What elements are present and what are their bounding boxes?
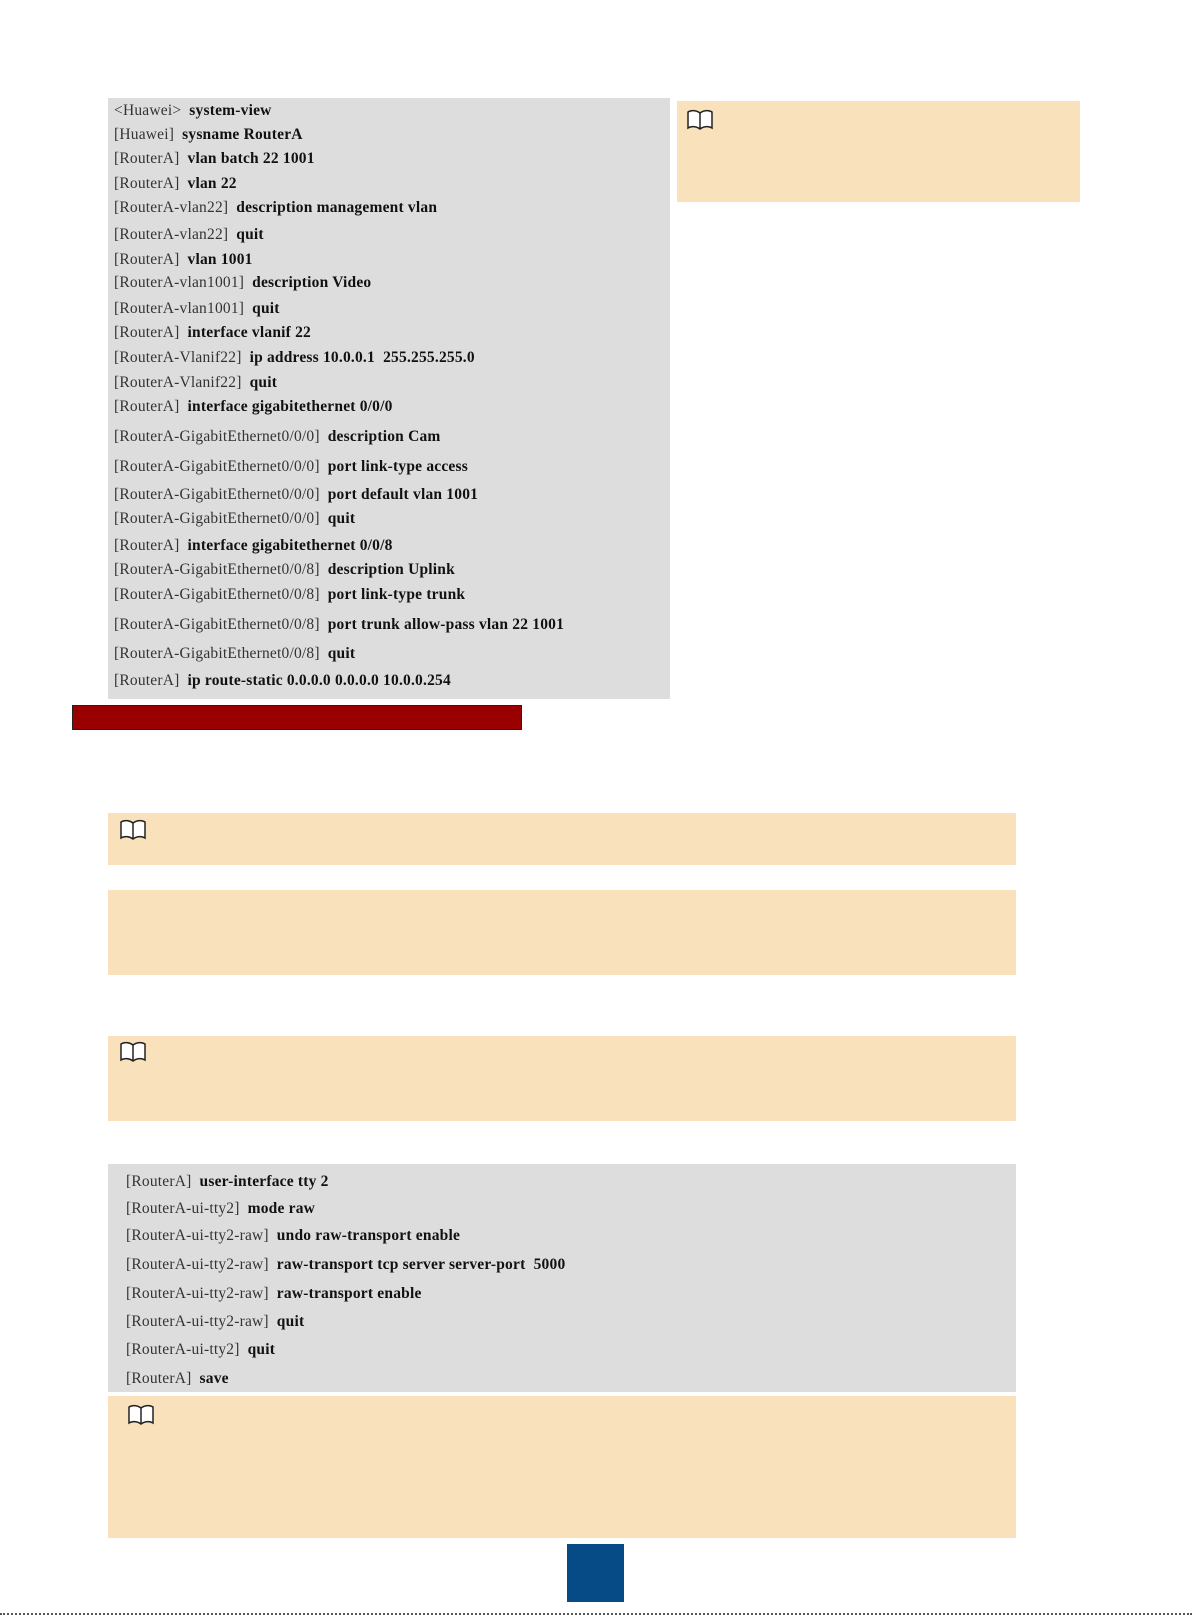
code-line xyxy=(114,103,272,119)
code-line xyxy=(126,1174,329,1190)
code-command: ip route-static 0.0.0.0 0.0.0.0 10.0.0.254 xyxy=(187,672,451,689)
code-prompt: [RouterA-GigabitEthernet0/0/0] xyxy=(114,486,320,503)
code-command: port default vlan 1001 xyxy=(327,486,479,503)
code-line xyxy=(114,511,355,527)
code-prompt: [RouterA-ui-tty2-raw] xyxy=(126,1285,269,1302)
code-line xyxy=(126,1286,422,1302)
code-prompt: [RouterA-GigabitEthernet0/0/8] xyxy=(114,586,320,603)
code-line xyxy=(114,646,355,662)
code-line xyxy=(126,1371,229,1387)
code-prompt: [RouterA-Vlanif22] xyxy=(114,374,242,391)
code-line xyxy=(114,617,564,633)
code-prompt: [RouterA-vlan22] xyxy=(114,199,229,216)
code-prompt: [RouterA-ui-tty2-raw] xyxy=(126,1313,269,1330)
note-box xyxy=(108,1396,1016,1538)
code-command: undo raw-transport enable xyxy=(276,1227,461,1244)
code-prompt: [RouterA-ui-tty2-raw] xyxy=(126,1256,269,1273)
note-box xyxy=(108,890,1016,975)
code-prompt: [RouterA-vlan22] xyxy=(114,226,229,243)
code-command: mode raw xyxy=(247,1200,316,1217)
code-prompt: [RouterA] xyxy=(114,251,180,268)
code-line xyxy=(114,127,303,143)
code-line xyxy=(126,1228,460,1244)
code-command: interface gigabitethernet 0/0/0 xyxy=(187,398,393,415)
code-line xyxy=(114,429,441,445)
book-icon xyxy=(120,1041,146,1063)
code-prompt: [RouterA-GigabitEthernet0/0/8] xyxy=(114,616,320,633)
code-prompt: [RouterA-GigabitEthernet0/0/0] xyxy=(114,458,320,475)
note-box xyxy=(677,101,1080,202)
page-number-box xyxy=(567,1544,624,1602)
code-command: quit xyxy=(276,1313,305,1330)
code-command: quit xyxy=(249,374,278,391)
code-prompt: [RouterA] xyxy=(126,1370,192,1387)
code-command: vlan 1001 xyxy=(187,251,253,268)
code-line xyxy=(114,227,264,243)
code-line xyxy=(114,176,237,192)
code-line xyxy=(114,200,437,216)
code-command: ip address 10.0.0.1 255.255.255.0 xyxy=(249,349,475,366)
code-line xyxy=(126,1342,275,1358)
note-box xyxy=(108,813,1016,865)
code-command: description Cam xyxy=(327,428,441,445)
code-command: description Video xyxy=(252,274,372,291)
code-command: system-view xyxy=(189,102,272,119)
code-command: quit xyxy=(327,645,356,662)
code-prompt: [RouterA-vlan1001] xyxy=(114,300,245,317)
code-command: quit xyxy=(247,1341,276,1358)
code-line xyxy=(114,399,393,415)
code-line xyxy=(114,350,475,366)
code-command: user-interface tty 2 xyxy=(199,1173,329,1190)
code-line xyxy=(126,1314,304,1330)
code-prompt: [RouterA-ui-tty2] xyxy=(126,1341,240,1358)
code-line xyxy=(126,1257,565,1273)
code-line xyxy=(114,252,253,268)
code-command: description management vlan xyxy=(236,199,438,216)
code-command: quit xyxy=(236,226,264,243)
code-prompt: [RouterA-GigabitEthernet0/0/0] xyxy=(114,510,320,527)
code-line xyxy=(114,538,393,554)
code-prompt: [RouterA] xyxy=(114,150,180,167)
code-block-2 xyxy=(108,1164,1016,1392)
code-prompt: [RouterA-GigabitEthernet0/0/8] xyxy=(114,561,320,578)
book-icon xyxy=(120,819,146,841)
code-line xyxy=(114,673,451,689)
code-block-1 xyxy=(108,98,670,699)
code-prompt: [RouterA] xyxy=(114,324,180,341)
section-heading-bar xyxy=(72,705,522,730)
code-prompt: [RouterA-Vlanif22] xyxy=(114,349,242,366)
code-line xyxy=(114,151,315,167)
code-command: vlan 22 xyxy=(187,175,237,192)
code-command: raw-transport tcp server server-port 5000 xyxy=(276,1256,566,1273)
code-line xyxy=(114,487,478,503)
code-command: port link-type trunk xyxy=(327,586,466,603)
note-box xyxy=(108,1036,1016,1121)
code-prompt: [RouterA-GigabitEthernet0/0/0] xyxy=(114,428,320,445)
code-line xyxy=(114,275,371,291)
code-prompt: [RouterA] xyxy=(126,1173,192,1190)
code-prompt: [RouterA] xyxy=(114,398,180,415)
code-line xyxy=(114,325,311,341)
code-prompt: [RouterA] xyxy=(114,672,180,689)
code-prompt: [RouterA-ui-tty2] xyxy=(126,1200,240,1217)
code-command: interface vlanif 22 xyxy=(187,324,311,341)
code-line xyxy=(114,587,465,603)
code-prompt: [RouterA-vlan1001] xyxy=(114,274,245,291)
code-line xyxy=(114,459,468,475)
code-prompt: [RouterA-ui-tty2-raw] xyxy=(126,1227,269,1244)
book-icon xyxy=(128,1404,154,1426)
code-command: port link-type access xyxy=(327,458,468,475)
code-command: save xyxy=(199,1370,229,1387)
code-prompt: [RouterA-GigabitEthernet0/0/8] xyxy=(114,645,320,662)
code-line xyxy=(114,301,280,317)
code-line xyxy=(114,562,455,578)
code-command: interface gigabitethernet 0/0/8 xyxy=(187,537,393,554)
code-command: sysname RouterA xyxy=(182,126,303,143)
code-prompt: <Huawei> xyxy=(114,102,182,119)
code-command: quit xyxy=(327,510,356,527)
code-prompt: [RouterA] xyxy=(114,175,180,192)
code-prompt: [RouterA] xyxy=(114,537,180,554)
code-command: description Uplink xyxy=(327,561,455,578)
footer-divider xyxy=(0,1613,1192,1615)
code-command: raw-transport enable xyxy=(276,1285,422,1302)
code-command: port trunk allow-pass vlan 22 1001 xyxy=(327,616,565,633)
code-line xyxy=(126,1201,315,1217)
book-icon xyxy=(687,109,713,131)
code-prompt: [Huawei] xyxy=(114,126,175,143)
code-command: quit xyxy=(252,300,280,317)
code-command: vlan batch 22 1001 xyxy=(187,150,315,167)
code-line xyxy=(114,375,277,391)
